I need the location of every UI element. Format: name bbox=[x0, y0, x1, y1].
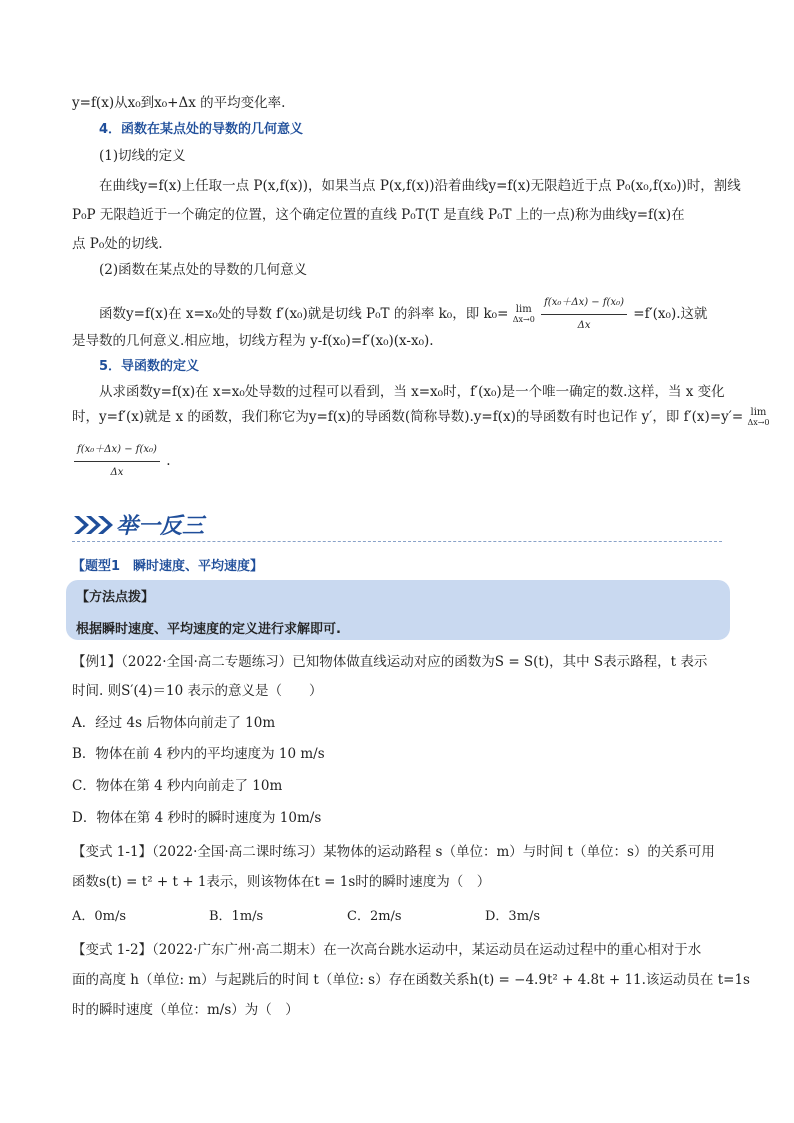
tangent-definition-subheading: (1)切线的定义 bbox=[99, 148, 186, 164]
formula-text-a: 函数y=f(x)在 x=x₀处的导数 f′(x₀)就是切线 P₀T 的斜率 k₀，即 k₀= bbox=[99, 306, 509, 322]
method-tip-title: 【方法点拨】 bbox=[76, 590, 155, 605]
example-1-option-b: B．物体在前 4 秒内的平均速度为 10 m/s bbox=[72, 746, 325, 762]
question-type-1-title: 【题型1 瞬时速度、平均速度】 bbox=[72, 559, 264, 574]
example-1-option-d: D．物体在第 4 秒时的瞬时速度为 10m/s bbox=[72, 810, 322, 826]
example-1-line-2: 时间. 则S′(4)＝10 表示的意义是（ ） bbox=[72, 683, 323, 699]
variant-1-2-line-2: 面的高度 h（单位: m）与起跳后的时间 t（单位: s）存在函数关系h(t) = −4.9t² + 4.8t + 11.该运动员在 t=1s bbox=[72, 972, 750, 988]
banner-arrows-icon bbox=[72, 510, 232, 540]
variant-1-1-option-c: C．2m/s bbox=[347, 909, 402, 924]
geometric-meaning-formula-line bbox=[99, 293, 708, 336]
practice-banner bbox=[72, 510, 232, 544]
banner-divider bbox=[72, 541, 722, 542]
variant-1-1-option-d: D．3m/s bbox=[485, 909, 541, 924]
example-1-option-c: C．物体在第 4 秒内向前走了 10m bbox=[72, 778, 283, 794]
formula-text-b: =f′(x₀).这就 bbox=[633, 306, 708, 322]
derivative-function-line-1: 从求函数y=f(x)在 x=x₀处导数的过程可以看到，当 x=x₀时，f′(x₀)是一个唯一确定的数.这样，当 x 变化 bbox=[99, 384, 725, 400]
method-tip-box bbox=[66, 580, 730, 640]
difference-quotient-fraction: $\frac{\text{f(x₀＋Δx) − f(x₀)}}{\Delta x}$ bbox=[541, 293, 627, 336]
section-4-heading: 4．函数在某点处的导数的几何意义 bbox=[99, 122, 304, 137]
example-1-option-a: A．经过 4s 后物体向前走了 10m bbox=[72, 715, 276, 731]
variant-1-1-option-b: B．1m/s bbox=[209, 909, 264, 924]
avg-rate-line: y=f(x)从x₀到x₀+Δx 的平均变化率. bbox=[72, 95, 286, 111]
variant-1-1-line-1: 【变式 1-1】（2022·全国·高二课时练习）某物体的运动路程 s（单位：m）与时间 t（单位：s）的关系可用 bbox=[72, 844, 715, 860]
geometric-meaning-subheading: (2)函数在某点处的导数的几何意义 bbox=[99, 262, 308, 278]
tangent-definition-line-3: 点 P₀处的切线. bbox=[72, 236, 163, 252]
limit-symbol: lim Δx→0 bbox=[512, 303, 535, 324]
section-5-heading: 5．导函数的定义 bbox=[99, 359, 200, 374]
limit-symbol-2: lim Δx→0 bbox=[747, 406, 770, 427]
variant-1-1-option-a: A．0m/s bbox=[72, 909, 127, 924]
derivative-fraction: $\frac{\text{f(x₀＋Δx) − f(x₀)}}{\Delta x}$ bbox=[74, 440, 160, 483]
tangent-definition-line-2: P₀P 无限趋近于一个确定的位置，这个确定位置的直线 P₀T(T 是直线 P₀T 上的一点)称为曲线y=f(x)在 bbox=[72, 207, 685, 223]
derivative-fraction-line: $\frac{\text{f(x₀＋Δx) − f(x₀)}}{\Delta x}$ . bbox=[72, 440, 171, 483]
tangent-definition-line-1: 在曲线y=f(x)上任取一点 P(x,f(x))，如果当点 P(x,f(x))沿着曲线y=f(x)无限趋近于点 P₀(x₀,f(x₀))时，割线 bbox=[99, 178, 741, 194]
tangent-equation-line: 是导数的几何意义.相应地，切线方程为 y-f(x₀)=f′(x₀)(x-x₀). bbox=[72, 333, 434, 349]
derivative-function-line-2: 时，y=f′(x)就是 x 的函数，我们称它为y=f(x)的导函数(简称导数).y=f(x)的导函数有时也记作 y′，即 f′(x)=y′= lim Δx→0 bbox=[72, 406, 770, 427]
variant-1-1-line-2: 函数s(t) = t² + t + 1表示，则该物体在t = 1s时的瞬时速度为（ ） bbox=[72, 874, 491, 890]
variant-1-2-line-3: 时的瞬时速度（单位：m/s）为（ ） bbox=[72, 1002, 299, 1018]
variant-1-2-line-1: 【变式 1-2】（2022·广东广州·高二期末）在一次高台跳水运动中，某运动员在运动过程中的重心相对于水 bbox=[72, 942, 702, 958]
banner-title: 举一反三 bbox=[116, 514, 205, 539]
method-tip-body: 根据瞬时速度、平均速度的定义进行求解即可. bbox=[76, 622, 341, 637]
example-1-line-1: 【例1】（2022·全国·高二专题练习）已知物体做直线运动对应的函数为S = S(t)，其中 S表示路程，t 表示 bbox=[72, 654, 708, 670]
